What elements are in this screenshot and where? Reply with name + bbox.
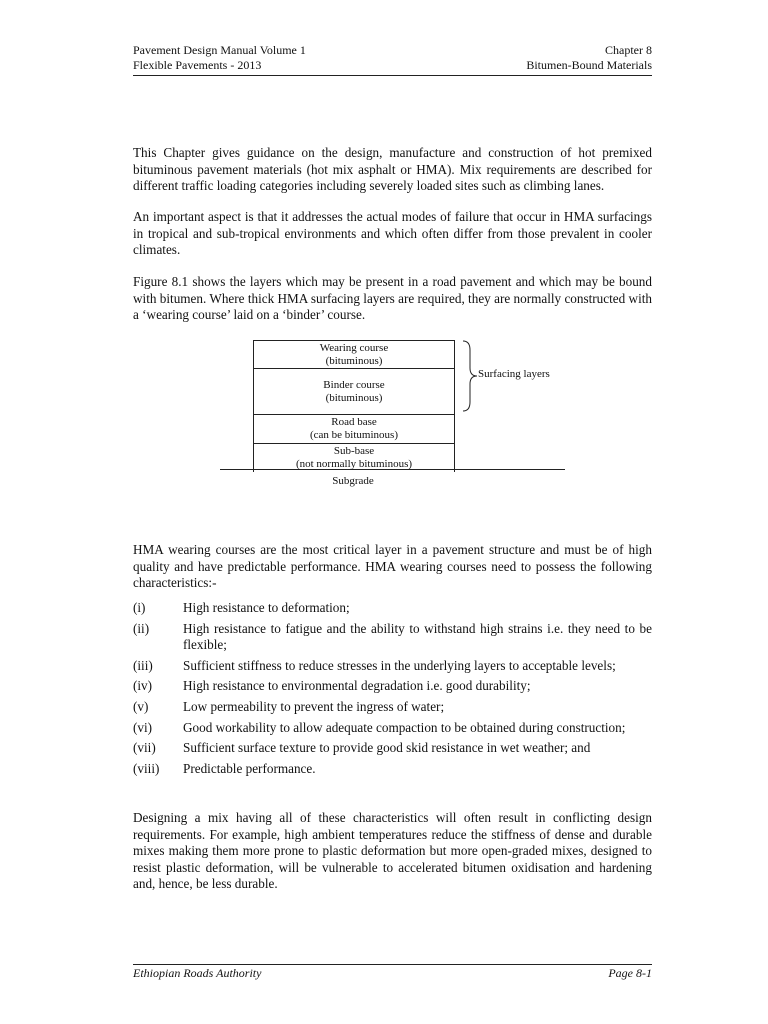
intro-paragraph: This Chapter gives guidance on the design, manufacture and construction of hot premixed bituminous pavement materials (hot mix asphalt or HMA). Mix requirements are described for different traffic loading categories including severely loaded sites such as climbing lanes. (133, 145, 652, 194)
layer-sub-base (254, 444, 454, 472)
layer-name: Road base (331, 416, 377, 428)
list-item (133, 740, 652, 757)
curly-brace-icon (462, 340, 478, 412)
header-rule (133, 75, 652, 76)
list-text: Low permeability to prevent the ingress of water; (183, 698, 445, 714)
layer-name: Sub-base (333, 445, 375, 457)
characteristics-list (133, 600, 652, 781)
list-text: Sufficient surface texture to provide good skid resistance in wet weather; and (183, 740, 591, 756)
list-number: (iv) (133, 678, 153, 694)
footer-rule (133, 964, 652, 965)
layer-binder-course (254, 369, 454, 415)
pavement-layers-figure (253, 340, 455, 472)
figure-reference-paragraph: Figure 8.1 shows the layers which may be present in a road pavement and which may be bound with bitumen. Where thick HMA surfacing layers are required, they are normally constructed with a ‘wearing course’ laid on a ‘binder’ course. (133, 274, 652, 323)
wearing-course-paragraph: HMA wearing courses are the most critical layer in a pavement structure and must be of high quality and have predictable performance. HMA wearing courses need to possess the following characteristics:- (133, 542, 652, 591)
subgrade-label: Subgrade (332, 475, 374, 487)
list-number: (vii) (133, 740, 156, 756)
list-number: (ii) (133, 620, 150, 636)
list-text: High resistance to fatigue and the ability to withstand high strains i.e. they need to be flexible; (183, 620, 652, 653)
layer-note: (can be bituminous) (310, 429, 398, 441)
list-item (133, 600, 652, 617)
failure-modes-paragraph: An important aspect is that it addresses the actual modes of failure that occur in HMA surfacings in tropical and sub-tropical environments and which often differ from those prevalent in cooler climates. (133, 209, 652, 258)
list-item (133, 658, 652, 675)
formation-line (220, 469, 565, 470)
layer-name: Binder course (323, 378, 385, 391)
list-text: Predictable performance. (183, 760, 316, 776)
list-number: (vi) (133, 719, 153, 735)
list-item (133, 699, 652, 716)
list-item (133, 621, 652, 654)
list-item (133, 761, 652, 778)
list-text: High resistance to environmental degradation i.e. good durability; (183, 678, 531, 694)
layer-note: (bituminous) (325, 354, 383, 367)
list-item (133, 720, 652, 737)
publisher: Ethiopian Roads Authority (133, 966, 262, 980)
list-number: (viii) (133, 760, 160, 776)
page-header (133, 43, 652, 73)
list-text: Good workability to allow adequate compaction to be obtained during construction; (183, 719, 626, 735)
layer-name: Wearing course (319, 341, 389, 354)
layer-note: (not normally bituminous) (295, 458, 413, 470)
list-item (133, 678, 652, 695)
page-footer (133, 966, 652, 981)
list-text: High resistance to deformation; (183, 600, 350, 615)
list-number: (i) (133, 600, 146, 615)
conflicting-requirements-paragraph: Designing a mix having all of these characteristics will often result in conflicting design requirements. For example, high ambient temperatures reduce the stiffness of dense and durable mixes making them more prone to plastic deformation but more open-graded mixes, designed to resist plastic deformation, will be vulnerable to accelerated bitumen oxidisation and hardening and, hence, be less durable. (133, 810, 652, 892)
surfacing-layers-label: Surfacing layers (478, 368, 550, 380)
manual-title: Pavement Design Manual Volume 1 (133, 43, 306, 57)
layer-road-base (254, 415, 454, 444)
list-text: Sufficient stiffness to reduce stresses in the underlying layers to acceptable levels; (183, 657, 616, 673)
chapter-title: Bitumen-Bound Materials (526, 58, 652, 72)
list-number: (iii) (133, 657, 153, 673)
chapter-number: Chapter 8 (605, 43, 652, 57)
volume-subtitle: Flexible Pavements - 2013 (133, 58, 262, 72)
list-number: (v) (133, 698, 149, 714)
layer-wearing-course (254, 341, 454, 369)
layer-note: (bituminous) (325, 391, 383, 404)
page-number: Page 8-1 (608, 966, 652, 980)
